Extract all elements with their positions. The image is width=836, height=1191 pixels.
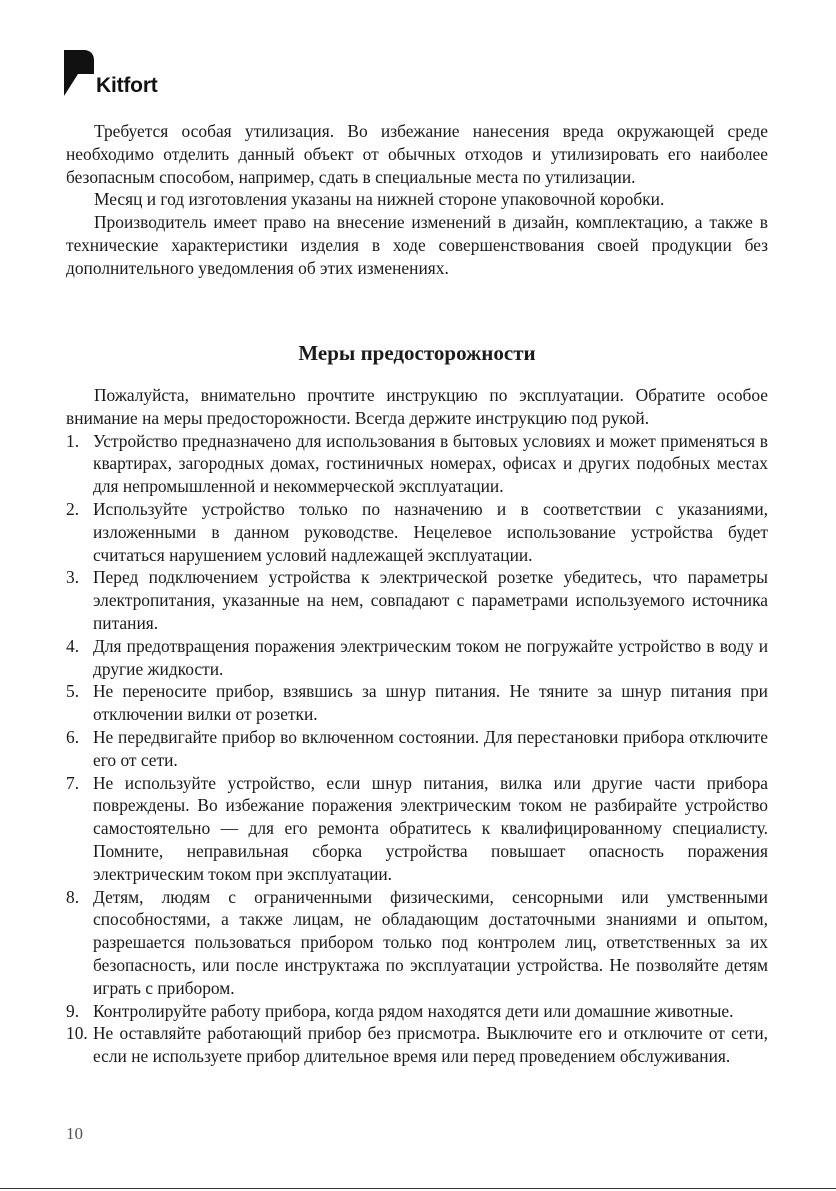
page-number: 10 [66,1124,83,1143]
item-text: Не оставляйте работающий прибор без присмотра. Выключите его и отключите от сети, если не используете прибор длительное время или перед проведением обслуживания. [93,1023,768,1067]
brand-name: Kitfort [96,74,158,97]
list-item [66,1000,768,1023]
item-text: Не переносите прибор, взявшись за шнур питания. Не тяните за шнур питания при отключении вилки от розетки. [93,681,768,725]
item-text: Не используйте устройство, если шнур питания, вилка или другие части прибора повреждены. Во избежание поражения электрическим током не разбирайте устройство самостоятельно — для его ремонта обратитесь к квалифицированному специалисту. Помните, неправильная сборка устройства повышает опасность поражения электрическим током при эксплуатации. [93,772,768,884]
item-text: Устройство предназначено для использования в бытовых условиях и может применяться в квартирах, загородных домах, гостиничных номерах, офисах и других подобных местах для непромышленной и некоммерческой эксплуатации. [93,430,768,497]
brand-logo [64,50,158,96]
list-item [66,430,768,498]
item-number: 6. [66,726,80,747]
item-number: 3. [66,567,80,588]
section-title: Меры предосторожности [298,341,536,365]
item-number: 7. [66,772,80,793]
page-bottom-divider [0,1188,836,1189]
item-number: 10. [66,1023,88,1044]
item-text: Используйте устройство только по назначению и в соответствии с указаниями, изложенными в данном руководстве. Нецелевое использование устройства будет считаться нарушением условий надлежащей эксплуатации. [93,498,768,565]
item-text: Контролируйте работу прибора, когда рядом находятся дети или домашние животные. [93,1000,734,1021]
intro-paragraph: Месяц и год изготовления указаны на нижней стороне упаковочной коробки. [94,189,665,210]
precautions-list [66,430,768,1068]
item-number: 9. [66,1000,80,1021]
precautions-section [66,384,768,1068]
intro-text [66,120,768,280]
section-lead: Пожалуйста, внимательно прочтите инструкцию по эксплуатации. Обратите особое внимание на меры предосторожности. Всегда держите инструкцию под рукой. [66,385,768,428]
list-item [66,635,768,681]
item-text: Перед подключением устройства к электрической розетке убедитесь, что параметры электропитания, указанные на нем, совпадают с параметрами используемого источника питания. [93,567,768,633]
item-text: Для предотвращения поражения электрическим током не погружайте устройство в воду и другие жидкости. [93,635,768,679]
list-item [66,498,768,566]
list-item [66,886,768,1000]
item-text: Детям, людям с ограниченными физическими, сенсорными или умственными способностями, а также лицам, не обладающим достаточными знаниями и опытом, разрешается пользоваться прибором только под контролем лиц, ответственных за их безопасность, или после инструктажа по эксплуатации устройства. Не позволяйте детям играть с прибором. [93,886,768,998]
kitfort-logo-icon [64,50,94,96]
item-number: 4. [66,635,80,656]
item-number: 2. [66,498,80,519]
list-item [66,566,768,634]
intro-paragraph: Требуется особая утилизация. Во избежание нанесения вреда окружающей среде необходимо отделить данный объект от обычных отходов и утилизировать его наиболее безопасным способом, например, сдать в специальные места по утилизации. [66,121,768,187]
item-number: 8. [66,886,80,907]
item-number: 5. [66,681,80,702]
intro-paragraph: Производитель имеет право на внесение изменений в дизайн, комплектацию, а также в технические характеристики изделия в ходе совершенствования своей продукции без дополнительного уведомления об этих изменениях. [66,212,768,278]
item-number: 1. [66,430,80,451]
list-item [66,726,768,772]
list-item [66,1022,768,1068]
item-text: Не передвигайте прибор во включенном состоянии. Для перестановки прибора отключите его от сети. [93,726,768,770]
list-item [66,680,768,726]
list-item [66,772,768,886]
